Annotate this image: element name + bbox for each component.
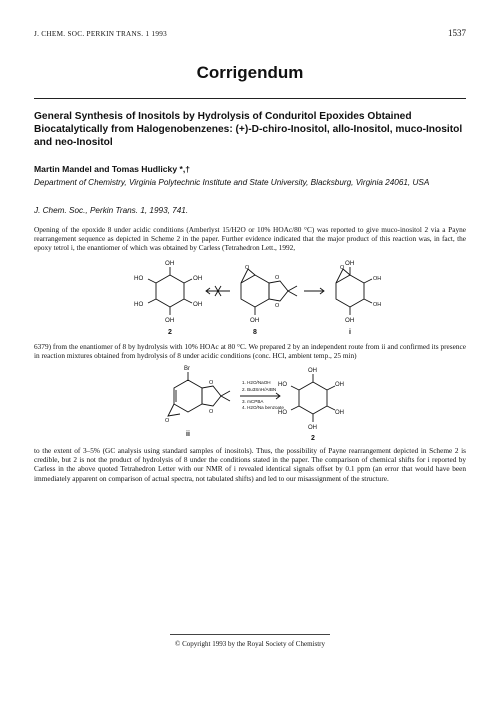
- article-authors: Martin Mandel and Tomas Hudlicky *,†: [34, 164, 190, 174]
- compound-ii-label: ii: [186, 431, 190, 438]
- svg-text:HO: HO: [278, 410, 287, 416]
- reagent-step-1: 1. H2O/NaOH: [242, 380, 271, 385]
- svg-text:OH: OH: [373, 302, 382, 308]
- svg-text:OH: OH: [250, 317, 260, 324]
- scheme-1-structures: [130, 255, 380, 337]
- compound-8-ring: [241, 275, 269, 307]
- author-affiliation: Department of Chemistry, Virginia Polytechnic Institute and State University, Blacksburg, Virginia 24061, USA: [34, 178, 430, 187]
- reagent-step-2: 2. Bu3SnH/AIBN: [242, 387, 277, 392]
- svg-text:O: O: [165, 418, 170, 424]
- paragraph-2: 6379) from the enantiomer of 8 by hydrolysis with 10% HOAc at 80 °C. We prepared 2 by an independent route from ii and confirmed its presence in reaction mixtures obtained from hydrolysis of 8 under acidic conditions (conc. HCl, ambient temp., 25 min): [34, 342, 466, 361]
- svg-text:O: O: [209, 409, 214, 415]
- svg-text:OH: OH: [345, 260, 355, 267]
- svg-text:O: O: [275, 303, 280, 309]
- svg-text:OH: OH: [193, 275, 203, 282]
- svg-text:HO: HO: [134, 275, 144, 282]
- svg-text:O: O: [275, 275, 280, 281]
- compound-i-label: i: [349, 329, 351, 336]
- svg-text:OH: OH: [373, 276, 382, 282]
- paragraph-3: to the extent of 3–5% (GC analysis using standard samples of inositols). Thus, the possibility of Payne rearrangement depicted in Scheme 2 is credible, but 2 is not the product of hydrolysis of 8 under the conditions stated in the paper. The comparison of chemical shifts for i reported by Carless in the above quoted Tetrahedron Letter with our NMR of i revealed identical signals offset by 0.1 ppm (an error that would have been immediately apparent on comparison of actual spectra, not tabulated shifts) and led to our misassignment of the structure.: [34, 446, 466, 483]
- title-divider: [34, 98, 466, 99]
- svg-text:O: O: [245, 265, 250, 271]
- svg-text:O: O: [340, 265, 345, 271]
- svg-text:OH: OH: [165, 260, 175, 267]
- article-title: General Synthesis of Inositols by Hydrolysis of Conduritol Epoxides Obtained Biocatalytically from Halogenobenzenes: (+)-D-chiro-Inositol, allo-Inositol, muco-Inositol and neo-Inositol: [34, 111, 463, 148]
- svg-text:OH: OH: [345, 317, 355, 324]
- compound-ii-ring: [174, 380, 202, 412]
- svg-text:OH: OH: [193, 301, 203, 308]
- copyright-notice: © Copyright 1993 by the Royal Society of Chemistry: [175, 640, 325, 648]
- compound-i-ring: [336, 275, 364, 307]
- svg-text:HO: HO: [134, 301, 144, 308]
- svg-text:OH: OH: [308, 425, 317, 431]
- svg-text:OH: OH: [335, 382, 344, 388]
- svg-text:OH: OH: [165, 317, 175, 324]
- svg-text:OH: OH: [308, 368, 317, 374]
- scheme-2-synthesis: [158, 364, 348, 444]
- compound-2-ring: [156, 275, 184, 307]
- svg-text:Br: Br: [184, 366, 190, 372]
- page-number: 1537: [448, 28, 466, 38]
- acetonide-ring: [269, 281, 288, 301]
- footer-divider: [170, 634, 330, 635]
- product-2-label: 2: [311, 435, 315, 442]
- svg-text:HO: HO: [278, 382, 287, 388]
- reagent-step-3: 3. mCPBA: [242, 399, 264, 404]
- svg-text:O: O: [209, 380, 214, 386]
- article-citation: J. Chem. Soc., Perkin Trans. 1, 1993, 741.: [34, 206, 189, 215]
- compound-2-label: 2: [168, 329, 172, 336]
- product-2-ring: [299, 382, 327, 414]
- journal-header: J. CHEM. SOC. PERKIN TRANS. 1 1993: [34, 30, 168, 38]
- paragraph-1: Opening of the epoxide 8 under acidic conditions (Amberlyst 15/H2O or 10% HOAc/80 °C) was reported to give muco-inositol 2 via a Payne rearrangement sequence as depicted in Scheme 2 in the paper. Further evidence indicated that the major product of this reaction was, in fact, the epoxy tetrol i, the enantiomer of which was obtained by Carless (Tetrahedron Lett., 1992,: [34, 225, 466, 253]
- svg-text:OH: OH: [335, 410, 344, 416]
- compound-8-label: 8: [253, 329, 257, 336]
- reagent-step-4: 4. H2O/Na benzoate: [242, 405, 284, 410]
- page-title: Corrigendum: [196, 63, 304, 82]
